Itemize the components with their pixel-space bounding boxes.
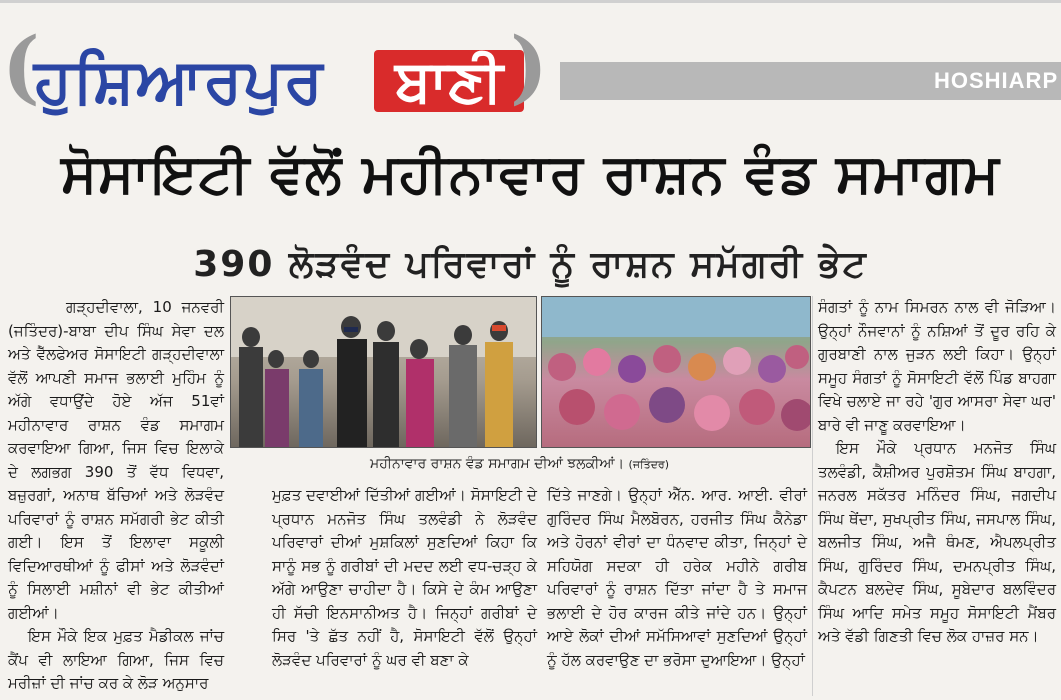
- crowd-photo-illustration: [542, 297, 810, 447]
- left-bracket-decoration: (: [2, 19, 40, 113]
- article-column-3: [547, 484, 807, 672]
- right-bracket-decoration: ): [510, 19, 548, 113]
- column-divider: [812, 296, 813, 696]
- photo-caption: [230, 452, 809, 477]
- brand-name: ਹੁਸ਼ਿਆਰਪੁਰ: [34, 44, 324, 117]
- column-3-text: ਦਿੱਤੇ ਜਾਣਗੇ। ਉਨ੍ਹਾਂ ਐੱਨ. ਆਰ. ਆਈ. ਵੀਰਾਂ ਗੁਰਿੰਦਰ ਸਿੰਘ ਮੈਲਬੋਰਨ, ਹਰਜੀਤ ਸਿੰਘ ਕੈਨੇਡਾ ਅਤੇ ਹੋਰਨਾਂ ਵੀਰਾਂ ਦਾ ਧੰਨਵਾਦ ਕੀਤਾ, ਜਿਨ੍ਹਾਂ ਦੇ ਸਹਿਯੋਗ ਸਦਕਾ ਹੀ ਹਰੇਕ ਮਹੀਨੇ ਗਰੀਬ ਪਰਿਵਾਰਾਂ ਨੂੰ ਰਾਸ਼ਨ ਦਿੱਤਾ ਜਾਂਦਾ ਹੈ ਤੇ ਸਮਾਜ ਭਲਾਈ ਦੇ ਹੋਰ ਕਾਰਜ ਕੀਤੇ ਜਾਂਦੇ ਹਨ। ਉਨ੍ਹਾਂ ਆਏ ਲੋਕਾਂ ਦੀਆਂ ਸਮੱਸਿਆਵਾਂ ਸੁਣਦਿਆਂ ਉਨ੍ਹਾਂ ਨੂੰ ਹੱਲ ਕਰਵਾਉਣ ਦਾ ਭਰੋਸਾ ਦੁਆਇਆ। ਉਨ੍ਹਾਂ: [547, 486, 807, 669]
- column-4-paragraph-2: ਇਸ ਮੌਕੇ ਪ੍ਰਧਾਨ ਮਨਜੋਤ ਸਿੰਘ ਤਲਵੰਡੀ, ਕੈਸ਼ੀਅਰ ਪੁਰਸ਼ੋਤਮ ਸਿੰਘ ਬਾਹਗਾ, ਜਨਰਲ ਸਕੱਤਰ ਮਨਿੰਦਰ ਸਿੰਘ, ਜਗਦੀਪ ਸਿੰਘ ਥੇਂਦਾ, ਸੁਖਪ੍ਰੀਤ ਸਿੰਘ, ਜਸਪਾਲ ਸਿੰਘ, ਬਲਜੀਤ ਸਿੰਘ, ਅਜੈ ਥੰਮਣ, ਐਪਲਪ੍ਰੀਤ ਸਿੰਘ, ਗੁਰਿੰਦਰ ਸਿੰਘ, ਦਮਨਪ੍ਰੀਤ ਸਿੰਘ, ਕੈਪਟਨ ਬਲਦੇਵ ਸਿੰਘ, ਸੂਬੇਦਾਰ ਬਲਵਿੰਦਰ ਸਿੰਘ ਆਦਿ ਸਮੇਤ ਸਮੂਹ ਸੋਸਾਇਟੀ ਮੈਂਬਰ ਅਤੇ ਵੱਡੀ ਗਿਣਤੀ ਵਿਚ ਲੋਕ ਹਾਜ਼ਰ ਸਨ।: [818, 439, 1056, 645]
- event-photo-crowd: [541, 296, 811, 448]
- photo-credit: (ਜਤਿੰਦਰ): [628, 458, 669, 471]
- masthead-english-title: HOSHIARP: [934, 68, 1059, 93]
- article-headline: ਸੋਸਾਇਟੀ ਵੱਲੋਂ ਮਹੀਨਾਵਾਰ ਰਾਸ਼ਨ ਵੰਡ ਸਮਾਗਮ: [61, 142, 1000, 205]
- photo-caption-text: ਮਹੀਨਾਵਾਰ ਰਾਸ਼ਨ ਵੰਡ ਸਮਾਗਮ ਦੀਆਂ ਝਲਕੀਆਂ।: [370, 456, 625, 472]
- masthead: [0, 0, 1061, 128]
- column-2-text: ਮੁਫ਼ਤ ਦਵਾਈਆਂ ਦਿੱਤੀਆਂ ਗਈਆਂ। ਸੋਸਾਇਟੀ ਦੇ ਪ੍ਰਧਾਨ ਮਨਜੋਤ ਸਿੰਘ ਤਲਵੰਡੀ ਨੇ ਲੋੜਵੰਦ ਪਰਿਵਾਰਾਂ ਦੀਆਂ ਮੁਸ਼ਕਿਲਾਂ ਸੁਣਦਿਆਂ ਕਿਹਾ ਕਿ ਸਾਨੂੰ ਸਭ ਨੂੰ ਗਰੀਬਾਂ ਦੀ ਮਦਦ ਲਈ ਵਧ-ਚੜ੍ਹ ਕੇ ਅੱਗੇ ਆਉਣਾ ਚਾਹੀਦਾ ਹੈ। ਕਿਸੇ ਦੇ ਕੰਮ ਆਉਣਾ ਹੀ ਸੱਚੀ ਇਨਸਾਨੀਅਤ ਹੈ। ਜਿਨ੍ਹਾਂ ਗਰੀਬਾਂ ਦੇ ਸਿਰ 'ਤੇ ਛੱਤ ਨਹੀਂ ਹੈ, ਸੋਸਾਇਟੀ ਵੱਲੋਂ ਉਨ੍ਹਾਂ ਲੋੜਵੰਦ ਪਰਿਵਾਰਾਂ ਨੂੰ ਘਰ ਵੀ ਬਣਾ ਕੇ: [272, 486, 537, 669]
- article-subheadline: 390 ਲੋੜਵੰਦ ਪਰਿਵਾਰਾਂ ਨੂੰ ਰਾਸ਼ਨ ਸਮੱਗਰੀ ਭੇਟ: [193, 244, 868, 285]
- article-column-4: [818, 296, 1056, 649]
- article-column-1: [8, 296, 224, 696]
- column-1-paragraph-1: ਗੜ੍ਹਦੀਵਾਲਾ, 10 ਜਨਵਰੀ (ਜਤਿੰਦਰ)-ਬਾਬਾ ਦੀਪ ਸਿੰਘ ਸੇਵਾ ਦਲ ਅਤੇ ਵੈੱਲਫੇਅਰ ਸੋਸਾਇਟੀ ਗੜ੍ਹਦੀਵਾਲਾ ਵੱਲੋਂ ਆਪਣੀ ਸਮਾਜ ਭਲਾਈ ਮੁਹਿੰਮ ਨੂੰ ਅੱਗੇ ਵਧਾਉਂਦੇ ਹੋਏ ਅੱਜ 51ਵਾਂ ਮਹੀਨਾਵਾਰ ਰਾਸ਼ਨ ਵੰਡ ਸਮਾਗਮ ਕਰਵਾਇਆ ਗਿਆ, ਜਿਸ ਵਿਚ ਇਲਾਕੇ ਦੇ ਲਗਭਗ 390 ਤੋਂ ਵੱਧ ਵਿਧਵਾ, ਬਜ਼ੁਰਗਾਂ, ਅਨਾਥ ਬੱਚਿਆਂ ਅਤੇ ਲੋੜਵੰਦ ਪਰਿਵਾਰਾਂ ਨੂੰ ਰਾਸ਼ਨ ਸਮੱਗਰੀ ਭੇਟ ਕੀਤੀ ਗਈ। ਇਸ ਤੋਂ ਇਲਾਵਾ ਸਕੂਲੀ ਵਿਦਿਆਰਥੀਆਂ ਨੂੰ ਫੀਸਾਂ ਅਤੇ ਲੋੜਵੰਦਾਂ ਨੂੰ ਸਿਲਾਈ ਮਸ਼ੀਨਾਂ ਵੀ ਭੇਟ ਕੀਤੀਆਂ ਗਈਆਂ।: [8, 298, 224, 622]
- column-4-paragraph-1: ਸੰਗਤਾਂ ਨੂੰ ਨਾਮ ਸਿਮਰਨ ਨਾਲ ਵੀ ਜੋੜਿਆ। ਉਨ੍ਹਾਂ ਨੌਜਵਾਨਾਂ ਨੂੰ ਨਸ਼ਿਆਂ ਤੋਂ ਦੂਰ ਰਹਿ ਕੇ ਗੁਰਬਾਣੀ ਨਾਲ ਜੁੜਨ ਲਈ ਕਿਹਾ। ਉਨ੍ਹਾਂ ਸਮੂਹ ਸੰਗਤਾਂ ਨੂੰ ਸੋਸਾਇਟੀ ਵੱਲੋਂ ਪਿੰਡ ਬਾਹਗਾ ਵਿਖੇ ਚਲਾਏ ਜਾ ਰਹੇ 'ਗੁਰ ਆਸਰਾ ਸੇਵਾ ਘਰ' ਬਾਰੇ ਵੀ ਜਾਣੂ ਕਰਵਾਇਆ।: [818, 298, 1056, 434]
- group-photo-illustration: [231, 297, 536, 447]
- brand-badge-text: ਬਾਣੀ: [395, 47, 503, 115]
- event-photo-group: [230, 296, 537, 448]
- column-1-paragraph-2: ਇਸ ਮੌਕੇ ਇਕ ਮੁਫ਼ਤ ਮੈਡੀਕਲ ਜਾਂਚ ਕੈਂਪ ਵੀ ਲਾਇਆ ਗਿਆ, ਜਿਸ ਵਿਚ ਮਰੀਜ਼ਾਂ ਦੀ ਜਾਂਚ ਕਰ ਕੇ ਲੋੜ ਅਨੁਸਾਰ: [8, 627, 224, 692]
- brand-badge: [374, 47, 524, 115]
- article-column-2: [272, 484, 537, 672]
- masthead-bar: [560, 62, 1061, 100]
